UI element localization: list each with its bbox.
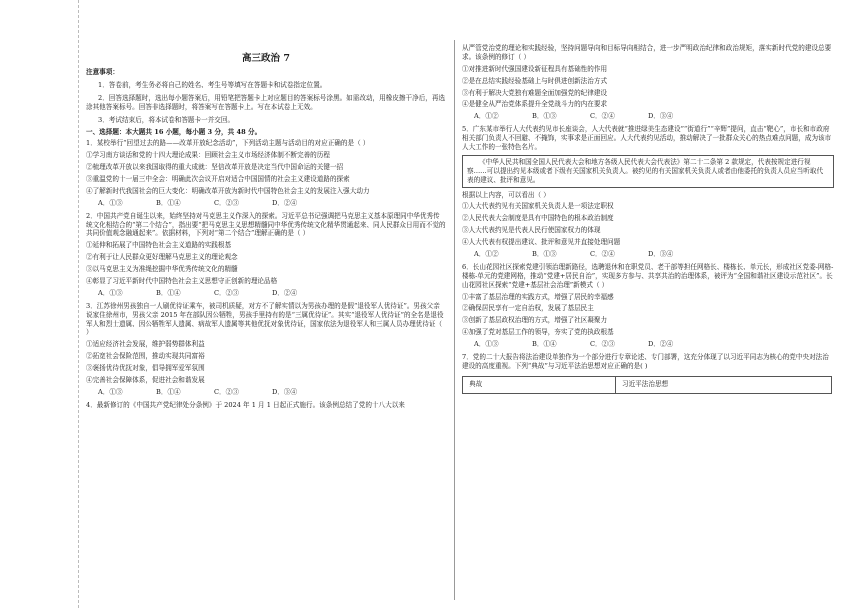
notice-item: 1．答卷前，考生务必将自己的姓名、考生号等填写在答题卡和试卷指定位置。 bbox=[98, 80, 327, 89]
option-b: B．①④ bbox=[156, 198, 181, 207]
question-item: ④是健全从严治党体系提升全党战斗力的内在要求 bbox=[462, 100, 608, 109]
answer-options bbox=[86, 388, 446, 397]
law-excerpt: 《中华人民共和国全国人民代表大会和地方各级人民代表大会代表法》第二十二条第 2 款规定，代表按规定进行视察……可以提出约见本级或者下级有关国家机关负责人。被约见的有关国家机关负责人或者由他委托的负责人员应当听取代表的建议、批评和意见。 bbox=[467, 157, 824, 184]
option-b: B．①③ bbox=[532, 250, 557, 259]
answer-options bbox=[86, 199, 446, 208]
option-b: B．①③ bbox=[532, 112, 557, 121]
option-c: C．②③ bbox=[590, 340, 615, 349]
option-c: C．②④ bbox=[590, 250, 615, 259]
option-a: A．①③ bbox=[98, 288, 123, 297]
answer-options bbox=[462, 340, 834, 349]
answer-options bbox=[86, 289, 446, 298]
option-b: B．①④ bbox=[532, 340, 557, 349]
option-b: B．①④ bbox=[156, 387, 181, 396]
question-item: ③重温党的十一届三中全会：明确此次会议开启对适合中国国情的社会主义建设道路的探索 bbox=[86, 175, 350, 184]
question-item: ④人大代表有权提出建议、批评和意见并直接处理问题 bbox=[462, 238, 621, 247]
question-item: ②确保居民享有一定自治权，发展了基层民主 bbox=[462, 304, 594, 313]
table-header-row bbox=[463, 376, 832, 393]
question-item: ①丰富了基层治理的实践方式，增强了居民的幸福感 bbox=[462, 292, 614, 301]
question-item: ④彰显了习近平新时代中国特色社会主义思想守正创新的理论品格 bbox=[86, 277, 278, 286]
option-c: C．②④ bbox=[590, 112, 615, 121]
question-stem: 4．最新修订的《中国共产党纪律处分条例》于 2024 年 1 月 1 日起正式施行。该条例总结了党的十八大以来 bbox=[86, 400, 405, 409]
question-item: ①学习南方谈话和党的十四大理论成果：回顾社会主义市场经济体制不断完善的历程 bbox=[86, 151, 330, 160]
question-item: ①人大代表约见有关国家机关负责人是一项法定职权 bbox=[462, 202, 614, 211]
option-a: A．①③ bbox=[98, 198, 123, 207]
question-stem: 7．党的二十大报告将法治建设单独作为一个部分进行专章论述、专门部署，这充分体现了以习近平同志为核心的党中央对法治建设的高度重视。下列“典故”与习近平法治思想对应正确的是( ) bbox=[462, 353, 829, 370]
question-item: ②是在总结实践经验基础上与时俱进创新法治方式 bbox=[462, 76, 608, 85]
right-column bbox=[462, 44, 834, 394]
option-a: A．①③ bbox=[474, 340, 499, 349]
option-d: D．②④ bbox=[272, 198, 298, 207]
question-stem: 5．广东某市举行人大代表约见市长座谈会，人大代表就“推进绿美生态建设”“街道行”“辛辉”提问，直击“靶心”，市长和市政府相关部门负责人不回避、不掩饰，实事求是正面回应。人大代表约见活动，推动解决了一批群众关心的热点难点问题，成为该市人大工作的一张特色名片。 bbox=[462, 125, 832, 152]
question-item: ②拓宽社会保险范围，推动实现共同富裕 bbox=[86, 352, 205, 361]
question-item: ①对推进新时代强国建设新征程具有基础性的作用 bbox=[462, 64, 608, 73]
option-d: D．②④ bbox=[648, 340, 674, 349]
option-d: D．③④ bbox=[648, 250, 674, 259]
question-item: ②梳理改革开放以来我国取得的重大成就：坚信改革开放是决定当代中国命运的关键一招 bbox=[86, 163, 344, 172]
section-heading: 一、选择题：本大题共 16 小题，每小题 3 分，共 48 分。 bbox=[86, 128, 262, 137]
allusion-table bbox=[462, 376, 832, 394]
option-a: A．①③ bbox=[98, 387, 123, 396]
option-c: C．②③ bbox=[214, 288, 239, 297]
table-header-allusion: 典故 bbox=[463, 376, 616, 393]
question-item: ④完善社会保障体系，促进社会和谐发展 bbox=[86, 376, 205, 385]
question-item: ②有利于让人民群众更好理解马克思主义的理论观念 bbox=[86, 253, 238, 262]
option-c: C．②③ bbox=[214, 387, 239, 396]
answer-options bbox=[462, 250, 834, 259]
option-d: D．③④ bbox=[272, 387, 298, 396]
option-a: A．①② bbox=[474, 250, 499, 259]
question-stem: 3．江苏徐州男孩独自一人刷优待证乘车，被司机质疑，对方不了解实情以为男孩办理的是假“退役军人优待证”。男孩父亲说家住徐州市，男孩父亲 2015 年在部队因公牺牲，男孩手里持有的是“三属优待证”。其实“退役军人优待证”的全名是退役军人和烈士遗属、因公牺牲军人遗属、病故军人遗属等其他优抚对象优待证，国家依法为退役军人和三属人员办理优待证（ ） bbox=[86, 301, 444, 337]
left-column bbox=[86, 68, 446, 410]
option-c: C．②③ bbox=[214, 198, 239, 207]
option-d: D．②④ bbox=[272, 288, 298, 297]
question-item: ①适应经济社会发展，维护弱势群体利益 bbox=[86, 340, 205, 349]
option-b: B．①④ bbox=[156, 288, 181, 297]
answer-options bbox=[462, 112, 834, 121]
column-divider bbox=[454, 40, 455, 600]
question-stem: 2．中国共产党自诞生以来，始终坚持对马克思主义作深入的探索。习近平总书记强调把马克思主义基本原理同中华优秀传统文化相结合的“第二个结合”，指出要“把马克思主义思想精髓同中华优秀传统文化精华贯通起来、同人民群众日用而不觉的共同价值观念融通起来”。依据材料，下列对“第二个结合”理解正确的是（ ） bbox=[86, 211, 446, 238]
question-stem-continued: 从严管党治党的理论和实践经验，坚持问题导向和目标导向相结合，进一步严明政治纪律和政治规矩，落实新时代党的建设总要求。该条例的修订（ ） bbox=[462, 44, 832, 61]
question-item: ③创新了基层政权治理的方式，增强了社区凝聚力 bbox=[462, 316, 608, 325]
question-ask: 根据以上内容，可以看出（ ） bbox=[462, 190, 550, 199]
question-item: ③褒扬优待优抚对象，倡导拥军爱军氛围 bbox=[86, 364, 205, 373]
question-item: ②人民代表大会制度是具有中国特色的根本政治制度 bbox=[462, 214, 614, 223]
question-item: ④加强了党对基层工作的领导，夯实了党的执政根基 bbox=[462, 328, 614, 337]
page-title: 高三政治 7 bbox=[242, 53, 290, 64]
table-header-thought: 习近平法治思想 bbox=[616, 376, 832, 393]
notice-heading: 注意事项： bbox=[86, 68, 119, 76]
question-stem: 1．某校举行“回望过去的路——改革开放纪念活动”，下列活动主题与活动目的对应正确的是（ ） bbox=[86, 139, 370, 148]
notice-item: 2．回答选择题时，选出每小题答案后，用铅笔把答题卡上对应题目的答案标号涂黑。如需改动，用橡皮擦干净后，再选涂其他答案标号。回答非选择题时，将答案写在答题卡上。写在本试卷上无效。 bbox=[86, 93, 446, 111]
question-item: ①延伸和拓展了中国特色社会主义道路的实践根基 bbox=[86, 241, 232, 250]
option-d: D．③④ bbox=[648, 112, 674, 121]
option-a: A．①② bbox=[474, 112, 499, 121]
question-item: ③以马克思主义为准绳挖掘中华优秀传统文化的精髓 bbox=[86, 265, 238, 274]
question-item: ④了解新时代我国社会的巨大变化：明确改革开放为新时代中国特色社会主义的发展注入强大动力 bbox=[86, 186, 370, 195]
question-item: ③有利于解决大党独有难题全面加强党的纪律建设 bbox=[462, 88, 608, 97]
law-excerpt-box bbox=[462, 155, 834, 188]
question-stem: 6．长山花园社区探索党建引领治理新路径，选聘退休和在职党员、老干部等担任网格长、楼栋长、单元长，形成社区党委-网格-楼栋-单元的党建网格，推动“党建+居民自治”，实现多方参与、共享共治的治理体系，被评为“全国和谐社区建设示范社区”。长山花园社区探索“党建+基层社会治理”新模式（ ） bbox=[462, 262, 834, 289]
binding-margin-line bbox=[78, 0, 79, 608]
question-item: ③人大代表约见是代表人民行使国家权力的体现 bbox=[462, 226, 601, 235]
notice-item: 3．考试结束后，将本试卷和答题卡一并交回。 bbox=[98, 115, 235, 124]
